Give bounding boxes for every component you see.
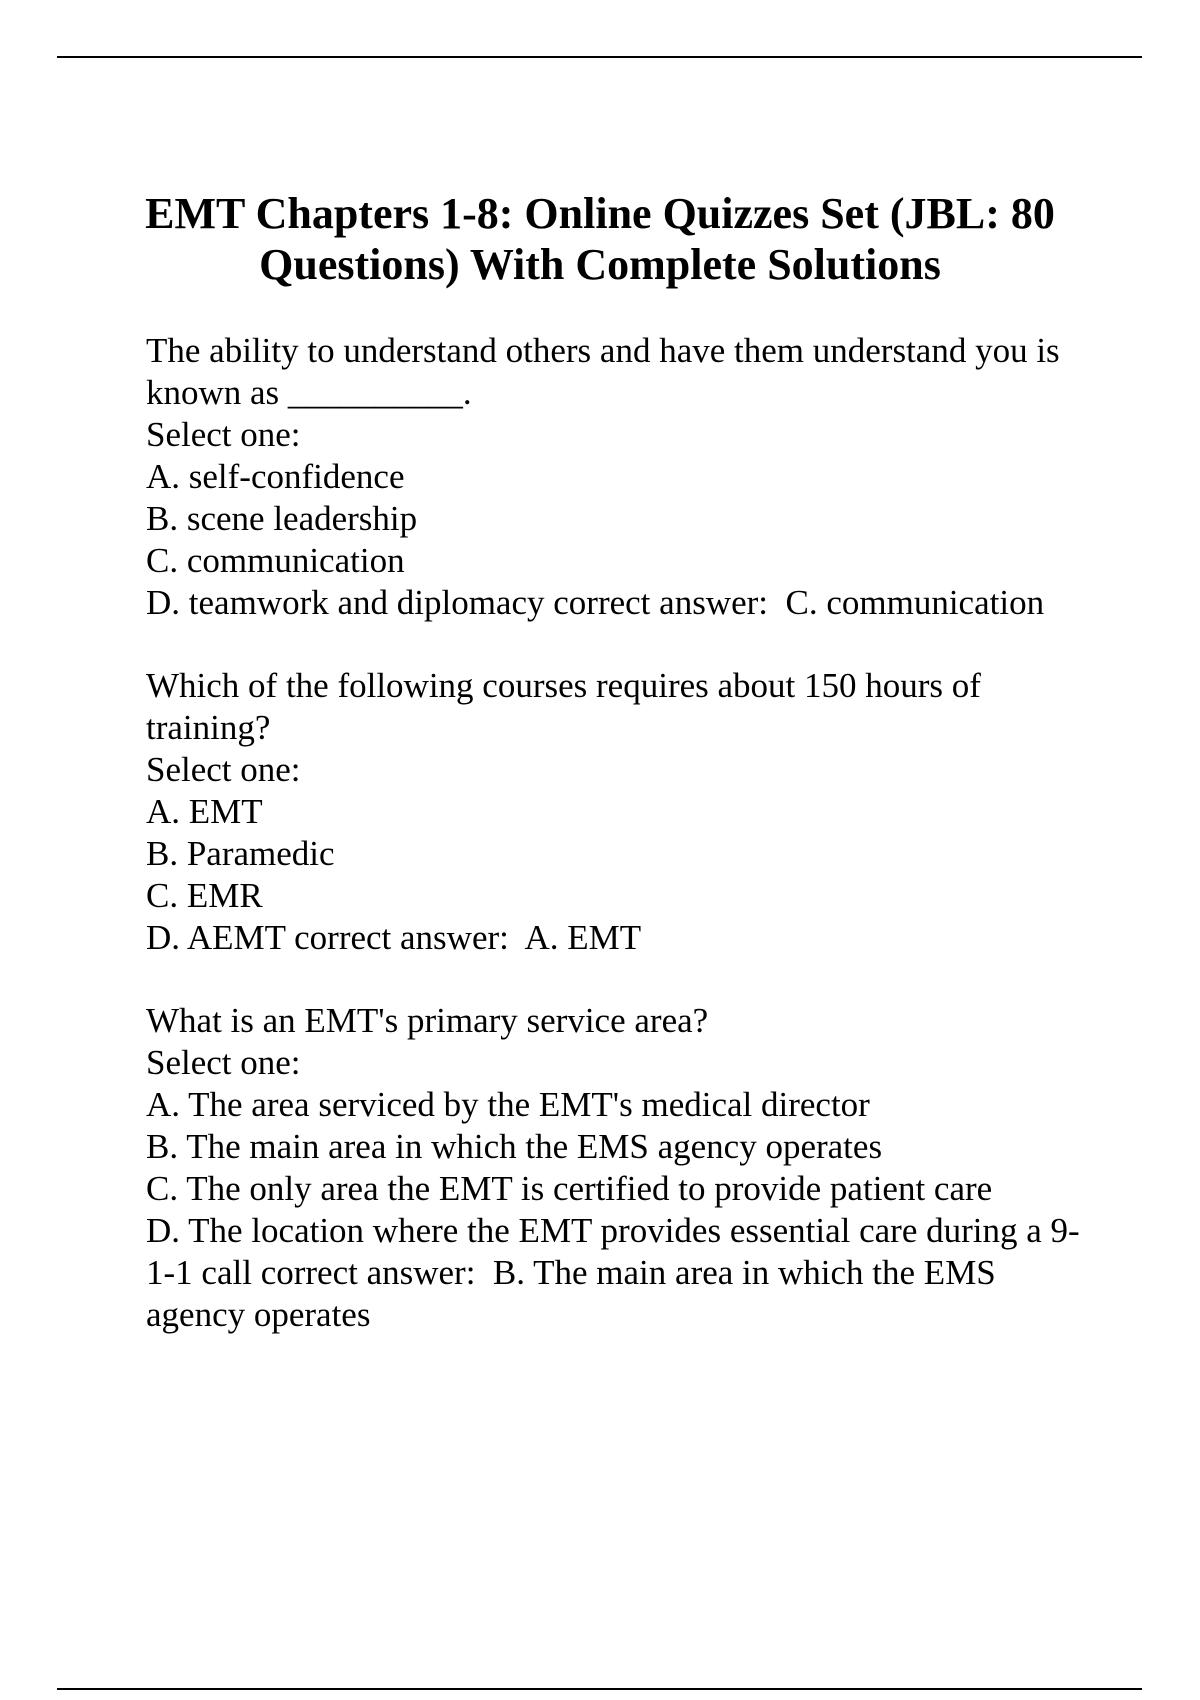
correct-answer: C. communication: [785, 583, 1045, 622]
select-instruction: Select one:: [146, 1043, 301, 1082]
bottom-divider: [57, 1688, 1142, 1690]
option-d-with-answer: [146, 1210, 1086, 1336]
answer-label: correct answer:: [260, 1253, 476, 1292]
answer-label: correct answer:: [553, 583, 768, 622]
correct-answer: B. The main area in which the EMS agency operates: [146, 1253, 1005, 1334]
correct-answer: A. EMT: [524, 918, 642, 957]
option-d-with-answer: [146, 917, 1086, 959]
option-a: A. EMT: [146, 792, 263, 831]
option-a: A. self-confidence: [146, 457, 405, 496]
questions-container: [146, 330, 1086, 1377]
question-3: [146, 1000, 1086, 1336]
option-c: C. The only area the EMT is certified to provide patient care: [146, 1169, 993, 1208]
question-prompt: What is an EMT's primary service area?: [146, 1001, 709, 1040]
option-d-with-answer: [146, 582, 1086, 624]
question-prompt: The ability to understand others and have them understand you is known as __________.: [146, 331, 1069, 412]
document-title: EMT Chapters 1-8: Online Quizzes Set (JBL: 80 Questions) With Complete Solutions: [145, 189, 1055, 289]
option-b: B. The main area in which the EMS agency operates: [146, 1127, 883, 1166]
option-b: B. Paramedic: [146, 834, 335, 873]
select-instruction: Select one:: [146, 415, 301, 454]
option-c: C. communication: [146, 541, 405, 580]
option-a: A. The area serviced by the EMT's medical director: [146, 1085, 870, 1124]
option-d: D. AEMT: [146, 918, 286, 957]
select-instruction: Select one:: [146, 750, 301, 789]
answer-label: correct answer:: [294, 918, 509, 957]
option-d: D. teamwork and diplomacy: [146, 583, 545, 622]
option-d: D. The location where the EMT provides essential care during a 9-1-1 call: [146, 1211, 1080, 1292]
option-b: B. scene leadership: [146, 499, 418, 538]
question-2: [146, 665, 1086, 959]
question-1: [146, 330, 1086, 624]
question-prompt: Which of the following courses requires about 150 hours of training?: [146, 666, 990, 747]
top-divider: [57, 56, 1142, 58]
option-c: C. EMR: [146, 876, 263, 915]
